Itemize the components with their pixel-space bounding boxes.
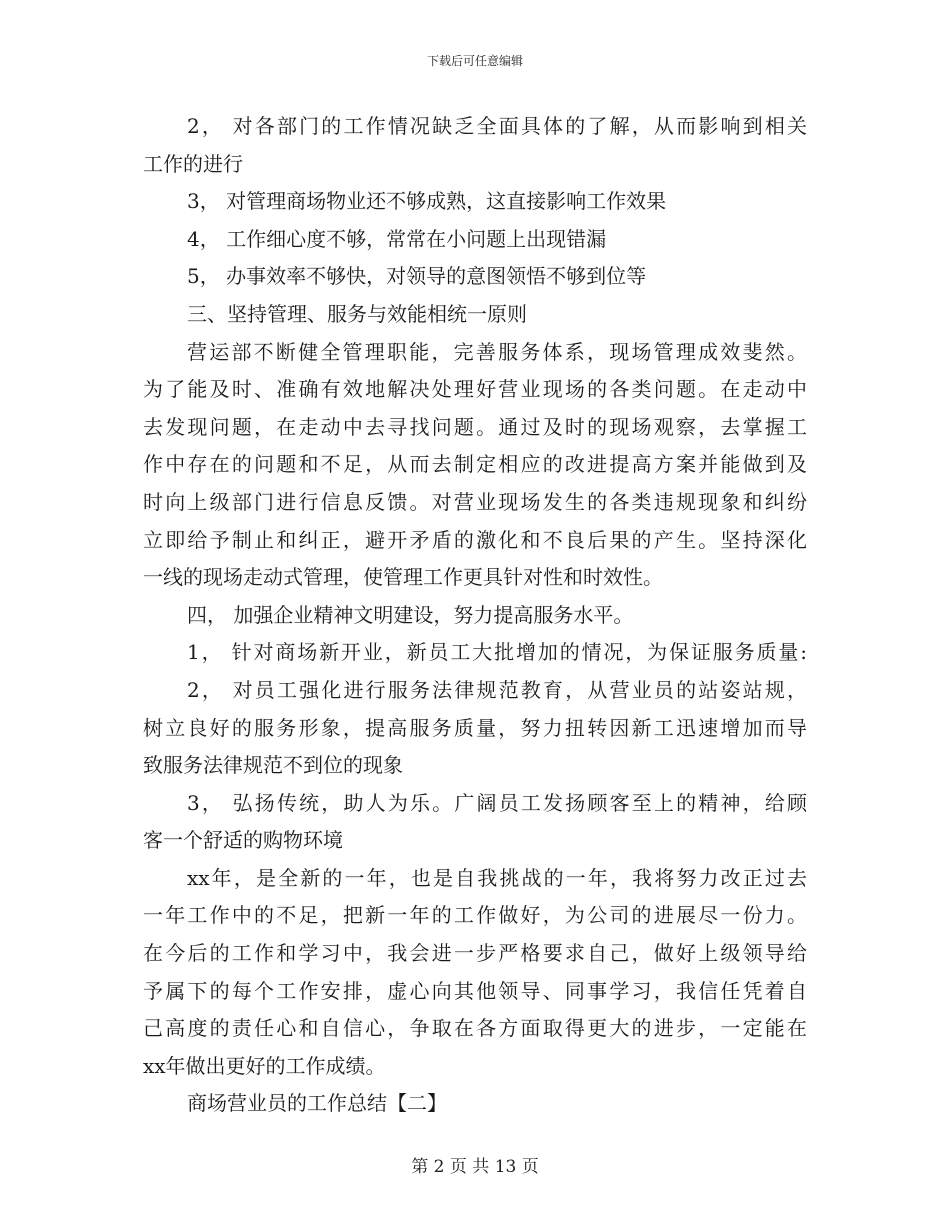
text-line: 四， 加强企业精神文明建设，努力提高服务水平。 <box>187 602 634 627</box>
text-line: 2， 对各部门的工作情况缺乏全面具体的了解，从而影响到相关 <box>187 114 807 138</box>
text-line: 为了能及时、准确有效地解决处理好营业现场的各类问题。在走动中 <box>143 377 807 402</box>
text-line: 商场营业员的工作总结【二】 <box>187 1091 447 1116</box>
text-line: 一年工作中的不足，把新一年的工作做好，为公司的进展尽一份力。 <box>143 903 807 928</box>
text-line: 2， 对员工强化进行服务法律规范教育，从营业员的站姿站规， <box>187 677 807 702</box>
text-line: 工作的进行 <box>143 151 243 176</box>
text-line: 1， 针对商场新开业，新员工大批增加的情况，为保证服务质量: <box>187 640 807 665</box>
text-line: 5， 办事效率不够快，对领导的意图领悟不够到位等 <box>187 264 647 289</box>
text-line: 树立良好的服务形象，提高服务质量，努力扭转因新工迅速增加而导 <box>143 715 807 740</box>
text-line: xx年，是全新的一年，也是自我挑战的一年，我将努力改正过去 <box>187 865 807 890</box>
page-header: 下载后可任意编辑 <box>426 54 523 68</box>
text-line: 己高度的责任心和自信心，争取在各方面取得更大的进步，一定能在 <box>143 1016 807 1041</box>
text-line: 3， 对管理商场物业还不够成熟，这直接影响工作效果 <box>187 189 667 214</box>
text-line: 去发现问题，在走动中去寻找问题。通过及时的现场观察，去掌握工 <box>143 414 807 439</box>
text-line: 营运部不断健全管理职能，完善服务体系，现场管理成效斐然。 <box>187 339 807 364</box>
text-line: 在今后的工作和学习中，我会进一步严格要求自己，做好上级领导给 <box>143 941 807 966</box>
text-line: xx年做出更好的工作成绩。 <box>143 1053 386 1078</box>
text-line: 4， 工作细心度不够，常常在小问题上出现错漏 <box>187 226 607 251</box>
text-line: 致服务法律规范不到位的现象 <box>143 753 403 778</box>
text-line: 客一个舒适的购物环境 <box>143 828 343 853</box>
page-number: 第 2 页 共 13 页 <box>411 1157 539 1177</box>
text-line: 三、坚持管理、服务与效能相统一原则 <box>187 301 527 326</box>
document-body <box>143 108 807 1123</box>
text-line: 时向上级部门进行信息反馈。对营业现场发生的各类违规现象和纠纷 <box>143 489 807 514</box>
text-line: 一线的现场走动式管理，使管理工作更具针对性和时效性。 <box>143 565 663 590</box>
text-line: 3， 弘扬传统，助人为乐。广阔员工发扬顾客至上的精神，给顾 <box>187 790 807 815</box>
text-line: 立即给予制止和纠正，避开矛盾的激化和不良后果的产生。坚持深化 <box>143 527 807 552</box>
text-line: 予属下的每个工作安排，虚心向其他领导、同事学习，我信任凭着自 <box>143 978 807 1003</box>
text-line: 作中存在的问题和不足，从而去制定相应的改进提高方案并能做到及 <box>143 452 807 477</box>
